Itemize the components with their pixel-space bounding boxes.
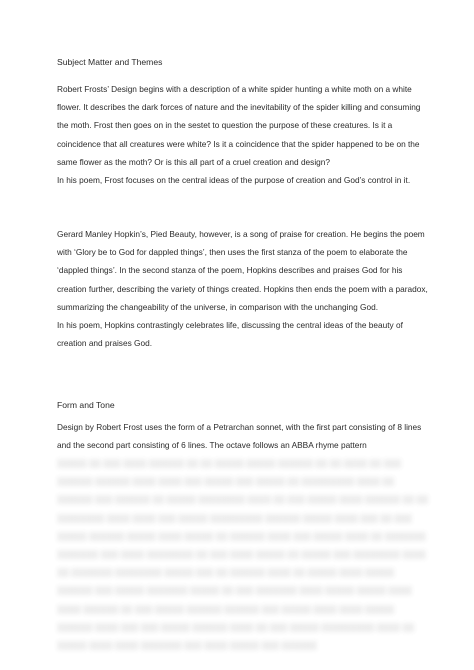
section-heading-subject-matter: Subject Matter and Themes xyxy=(57,57,163,67)
paragraph-frost-design: Robert Frosts’ Design begins with a description of a white spider hunting a white moth on a white flower. It describes the dark forces of nature and the inevitability of the spider killing and consuming the moth. Frost then goes on in the sestet to question the purpose of these creatures. Is it a coincidence that all creatures were white? Is it a coincidence that the spider happened to be on the same flower as the moth? Or is this all part of a cruel creation and design? xyxy=(57,84,421,167)
paragraph-hopkins-pied-beauty: Gerard Manley Hopkin’s, Pied Beauty, however, is a song of praise for creation. He begins the poem with ‘Glory be to God for dappled things’, then uses the first stanza of the poem to elaborate the ‘dappled things’. In the second stanza of the poem, Hopkins describes and praises God for his creation further, describing the variety of things created. Hopkins then ends the poem with a paradox, summarizing the changeability of the universe, in comparison with the unchanging God. xyxy=(57,229,428,312)
blurred-preview-text xyxy=(57,454,429,654)
paragraph-design-form: Design by Robert Frost uses the form of a Petrarchan sonnet, with the first part consisting of 8 lines and the second part consisting of 6 lines. The octave follows an ABBA rhyme pattern xyxy=(57,422,422,451)
blurred-text-block: ░░░░░ ░░ ░░░ ░░░░ ░░░░░░ ░░ ░░ ░░░░░ ░░░░░ ░░░░░░ ░░ ░░ ░░░░ ░░ ░░░ ░░░░░░ ░░░░░░ ░░░░ ░░░░ ░░░ ░░░░░ ░░░ ░░░░░ ░░ ░░░░░░░░░ ░░░░ ░░ ░░░░░░ ░░░ ░░░░░░ ░░ ░░░░░ ░░░░░░░░ ░░░░ ░░ ░░░ ░░░░░ ░░░░ ░░░░░░ ░░ ░░ ░░░░░░░░ ░░░░ ░░░░ ░░░ ░░░░░ ░░░░░░░░░ ░░░░░░ ░░░░░ ░░░░ ░░░ ░░ ░░░ ░░░░░ ░░░░░░ ░░░░░ ░░░░ ░░░░░ ░░ ░░░░░░ ░░░░ ░░░ ░░░░░ ░░░░ ░░ ░░░░░░░ ░░░░░░░ ░░░ ░░░░ ░░░░░░░░ ░░ ░░░ ░░░░ ░░░░░ ░░ ░░░░░ ░░░ ░░░░░░░░ ░░░░ ░░ ░░░░░░░ ░░░░░░░░ ░░░░░ ░░░ ░░ ░░░░░░ ░░░░ ░░ ░░░░░ ░░░░ ░░░░░ ░░░░░░ ░░░ ░░░░░ ░░░░░░░ ░░░░░ ░░ ░░░ ░░░░░░░ ░░░░ ░░░░░ ░░░░░ ░░░░ ░░░░ ░░░░░░ ░░ ░░░ ░░░░░ ░░░░░░ ░░░░░░ ░░░ ░░░░░ ░░░░ ░░░░ ░░░░░ ░░░░░░ ░░░░ ░░░ ░░░ ░░░░░ ░░░░░░ ░░░░ ░░ ░░░ ░░░░░ ░░░░░░░░░ ░░░░ ░░ ░░░░░ ░░░░ ░░░░ ░░░░░░░ ░░░ ░░░░ ░░░░░ ░░░ ░░░░░░ xyxy=(57,458,428,651)
paragraph-hopkins-central-ideas: In his poem, Hopkins contrastingly celebrates life, discussing the central ideas of the beauty of creation and praises God. xyxy=(57,320,403,349)
section-heading-form-and-tone: Form and Tone xyxy=(57,400,115,410)
paragraph-frost-central-ideas: In his poem, Frost focuses on the central ideas of the purpose of creation and God’s control in it. xyxy=(57,175,411,185)
